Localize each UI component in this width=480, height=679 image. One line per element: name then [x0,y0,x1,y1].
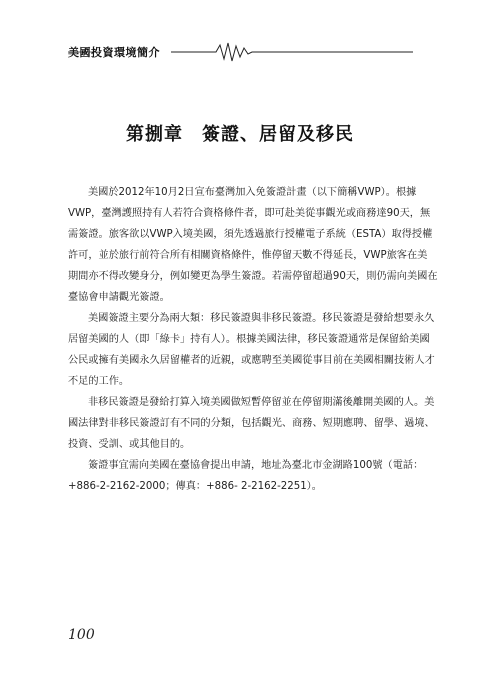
body-text [68,182,438,497]
text-line: 投資、受訓、或其他目的。 [68,439,191,450]
text-line: 需簽證。旅客欲以VWP入境美國，須先透過旅行授權電子系統（ESTA）取得授權 [68,229,433,240]
text-line: 臺協會申請觀光簽證。 [68,292,170,303]
text-line: 期間亦不得改變身分，例如變更為學生簽證。若需停留超過90天，則仍需向美國在 [68,271,438,282]
text-line: 美國於2012年10月2日宣布臺灣加入免簽證計畫（以下簡稱VWP）。根據 [88,187,417,198]
text-line: 簽證事宜需向美國在臺協會提出申請，地址為臺北市金湖路100號（電話： [88,460,424,471]
text-line: 許可，並於旅行前符合所有相關資格條件，惟停留天數不得延長，VWP旅客在美 [68,250,428,261]
paragraph [68,455,424,497]
paragraph [68,182,438,308]
page-number: 100 [68,627,95,643]
text-line: 居留美國的人（即「綠卡」持有人）。根據美國法律，移民簽證通常是保留給美國 [68,334,430,345]
chapter-title: 第捌章 簽證、居留及移民 [126,124,354,145]
paragraph [68,308,435,392]
paragraph [68,392,435,455]
text-line: 公民或擁有美國永久居留權者的近親，或應聘至美國從事目前在美國相關技術人才 [68,355,435,366]
text-line: 不足的工作。 [68,376,130,387]
text-line: VWP，臺灣護照持有人若符合資格條件者，即可赴美從事觀光或商務達90天，無 [68,208,431,219]
text-line: 美國簽證主要分為兩大類：移民簽證與非移民簽證。移民簽證是發給想要永久 [88,313,435,324]
text-line: 非移民簽證是發給打算入境美國做短暫停留並在停留期滿後離開美國的人。美 [88,397,435,408]
text-line: +886-2-2162-2000；傳真：+886- 2-2162-2251）。 [68,481,322,492]
text-line: 國法律對非移民簽證訂有不同的分類，包括觀光、商務、短期應聘、留學、過境、 [68,418,435,429]
header-title: 美國投資環境簡介 [68,46,160,59]
running-header [68,40,413,64]
